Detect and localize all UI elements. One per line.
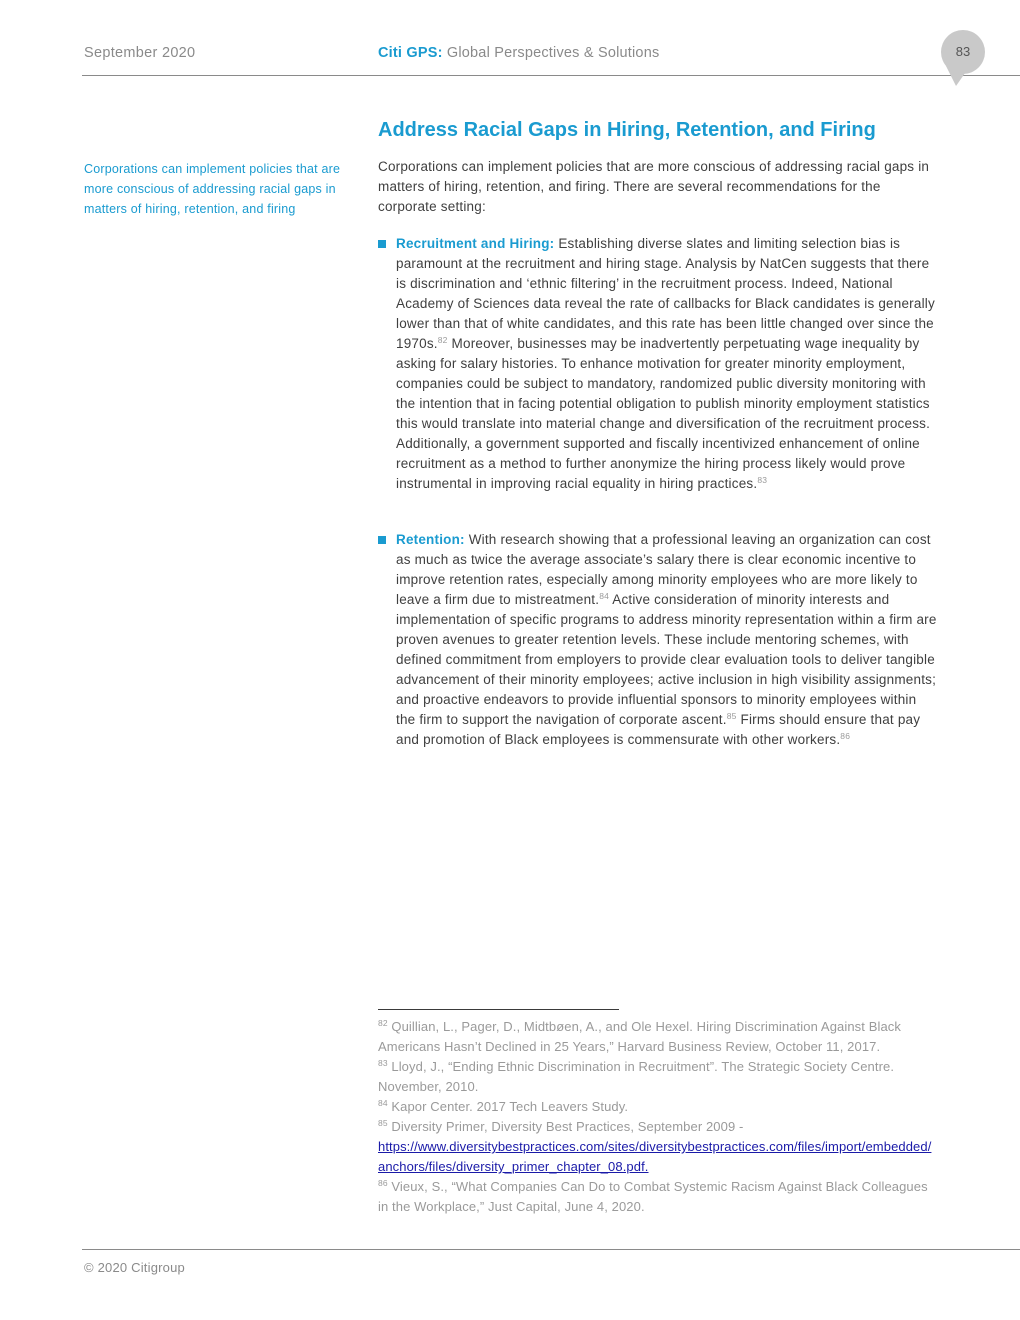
footnote-text: Quillian, L., Pager, D., Midtbøen, A., and Ole Hexel. Hiring Discrimination Against Black Americans Hasn’t Declined in 25 Years,” Harvard Business Review, October 11, 2017. <box>378 1019 901 1054</box>
footnote-number: 85 <box>378 1118 388 1128</box>
intro-paragraph: Corporations can implement policies that are more conscious of addressing racial gaps in matters of hiring, retention, and firing. There are several recommendations for the corporate setting: <box>378 159 930 214</box>
footer-copyright: © 2020 Citigroup <box>84 1260 185 1275</box>
footnote-text: Vieux, S., “What Companies Can Do to Combat Systemic Racism Against Black Colleagues in the Workplace,” Just Capital, June 4, 2020. <box>378 1179 928 1214</box>
header-divider <box>82 75 1020 76</box>
footnote-number: 86 <box>378 1178 388 1188</box>
page-number: 83 <box>955 44 971 59</box>
recruitment-text-b: Moreover, businesses may be inadvertently perpetuating wage inequality by asking for salary histories. To enhance motivation for greater minority employment, companies could be subject to mandatory, randomized public diversity monitoring with the intention that in facing potential obligation to publish minority employment statistics this would translate into material change and diversification of the recruitment process. Additionally, a government supported and fiscally incentivized enhancement of online recruitment as a method to further anonymize the hiring process likely would prove instrumental in improving racial equality in hiring practices. <box>396 336 931 491</box>
footnote-text: Diversity Primer, Diversity Best Practices, September 2009 - <box>387 1119 744 1134</box>
sidebar-note: Corporations can implement policies that are more conscious of addressing racial gaps in matters of hiring, retention, and firing <box>84 162 341 216</box>
footnote-divider <box>378 1009 619 1010</box>
bullet-recruitment <box>378 234 938 494</box>
recruitment-text-a: Establishing diverse slates and limiting selection bias is paramount at the recruitment and hiring stage. Analysis by NatCen suggests that there is discrimination and ‘ethnic filtering’ in the recruitment process. Indeed, National Academy of Sciences data reveal the rate of callbacks for Black candidates is generally lower than that of white candidates, and this rate has been little changed over since the 1970s. <box>396 236 935 351</box>
footnote-text: Lloyd, J., “Ending Ethnic Discrimination in Recruitment”. The Strategic Society Centre. November, 2010. <box>378 1059 895 1094</box>
footnote-84 <box>378 1097 938 1117</box>
footnote-number: 82 <box>378 1018 388 1028</box>
brand-name: Citi GPS: <box>378 45 443 61</box>
footnote-number: 84 <box>378 1098 388 1108</box>
bullet-retention <box>378 530 938 750</box>
brand-subtitle: Global Perspectives & Solutions <box>446 45 660 61</box>
bullet-recruitment-heading: Recruitment and Hiring: <box>396 236 555 251</box>
header-brand <box>378 45 659 61</box>
footnote-83 <box>378 1057 938 1097</box>
bullet-square-icon <box>378 240 386 248</box>
footnote-number: 83 <box>378 1058 388 1068</box>
bullet-retention-text <box>396 530 938 750</box>
footnote-ref: 83 <box>757 475 768 485</box>
bullet-recruitment-text <box>396 234 938 494</box>
retention-text-c: Firms should ensure that pay and promotion of Black employees is commensurate with other workers. <box>396 712 921 747</box>
footnote-85 <box>378 1117 938 1177</box>
header-date: September 2020 <box>84 45 196 61</box>
footnote-link[interactable]: https://www.diversitybestpractices.com/sites/diversitybestpractices.com/files/import/embedded/anchors/files/diversity_primer_chapter_08.pdf. <box>378 1139 932 1174</box>
footnote-text: Kapor Center. 2017 Tech Leavers Study. <box>387 1099 629 1114</box>
bullet-retention-heading: Retention: <box>396 532 465 547</box>
section-title: Address Racial Gaps in Hiring, Retention, and Firing <box>378 119 876 141</box>
footnote-ref: 84 <box>599 591 610 601</box>
footnote-86 <box>378 1177 938 1217</box>
bullet-square-icon <box>378 536 386 544</box>
footnote-ref: 85 <box>726 711 737 721</box>
footnotes <box>378 1017 938 1217</box>
retention-text-a: With research showing that a professional leaving an organization can cost as much as twice the average associate’s salary there is clear economic incentive to improve retention rates, especially among minority employees who are more likely to leave a firm due to mistreatment. <box>396 532 931 607</box>
footer-divider <box>82 1249 1020 1250</box>
footnote-ref: 86 <box>840 731 851 741</box>
footnote-82 <box>378 1017 938 1057</box>
footnote-ref: 82 <box>437 335 448 345</box>
retention-text-b: Active consideration of minority interests and implementation of specific programs to address minority representation within a firm are proven avenues to greater retention levels. These include mentoring schemes, with defined commitment from employers to provide clear evaluation tools to deliver tangible advancement of their minority employees; active inclusion in high visibility assignments; and proactive endeavors to provide influential sponsors to minority employees within the firm to support the navigation of corporate ascent. <box>396 592 937 727</box>
